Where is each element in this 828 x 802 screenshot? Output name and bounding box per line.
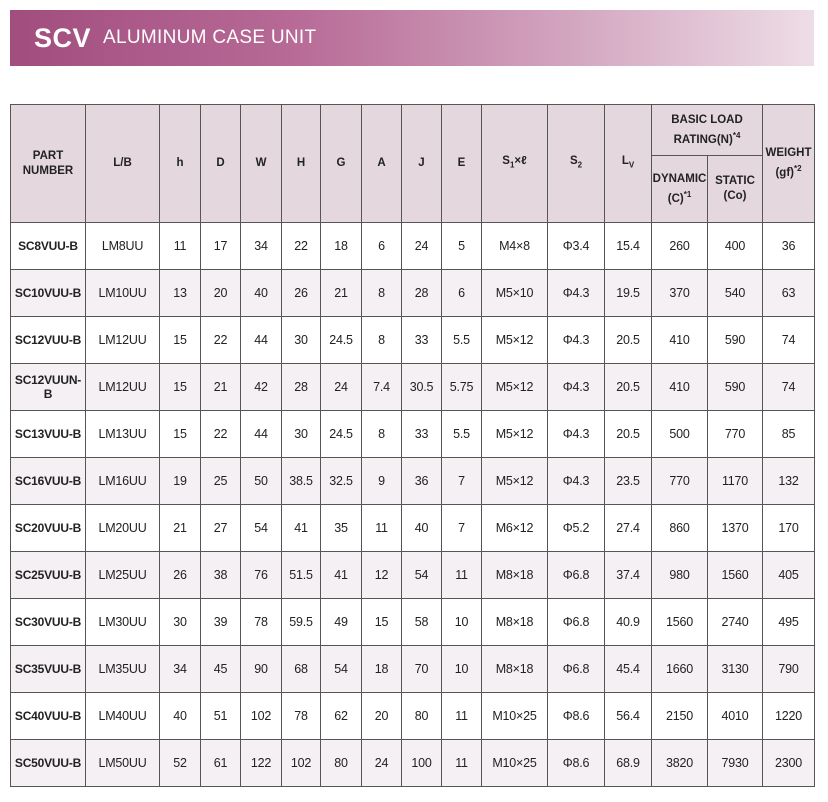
cell-d: 21	[201, 364, 241, 411]
cell-w: 122	[241, 740, 282, 787]
header-hh: H	[282, 105, 321, 223]
cell-stat: 1370	[708, 505, 763, 552]
cell-lv: 20.5	[605, 364, 652, 411]
cell-a: 11	[362, 505, 402, 552]
cell-s1: M5×12	[482, 317, 548, 364]
cell-e: 5.5	[442, 411, 482, 458]
cell-dyn: 980	[652, 552, 708, 599]
table-row	[11, 317, 815, 364]
header-e: E	[442, 105, 482, 223]
cell-lb: LM35UU	[86, 646, 160, 693]
cell-g: 41	[321, 552, 362, 599]
series-code: SCV	[34, 22, 92, 53]
header-basic-load-sup: *4	[732, 130, 741, 140]
cell-part: SC30VUU-B	[11, 599, 86, 646]
cell-d: 22	[201, 411, 241, 458]
table-row	[11, 693, 815, 740]
cell-g: 24.5	[321, 411, 362, 458]
cell-dyn: 260	[652, 223, 708, 270]
cell-a: 15	[362, 599, 402, 646]
cell-lb: LM25UU	[86, 552, 160, 599]
header-w: W	[241, 105, 282, 223]
cell-dyn: 1660	[652, 646, 708, 693]
header-weight	[763, 105, 815, 223]
cell-hh: 41	[282, 505, 321, 552]
cell-stat: 2740	[708, 599, 763, 646]
cell-s2: Φ4.3	[548, 411, 605, 458]
cell-part: SC50VUU-B	[11, 740, 86, 787]
cell-d: 45	[201, 646, 241, 693]
cell-lv: 20.5	[605, 411, 652, 458]
cell-h: 19	[160, 458, 201, 505]
cell-part: SC8VUU-B	[11, 223, 86, 270]
header-s1-sub: 1	[509, 160, 515, 170]
header-lv-sub: V	[628, 160, 635, 170]
header-g: G	[321, 105, 362, 223]
cell-a: 12	[362, 552, 402, 599]
header-s1	[482, 105, 548, 223]
header-j: J	[402, 105, 442, 223]
cell-e: 11	[442, 740, 482, 787]
cell-hh: 102	[282, 740, 321, 787]
cell-stat: 4010	[708, 693, 763, 740]
cell-g: 54	[321, 646, 362, 693]
cell-j: 28	[402, 270, 442, 317]
cell-stat: 590	[708, 364, 763, 411]
cell-lv: 45.4	[605, 646, 652, 693]
cell-hh: 26	[282, 270, 321, 317]
cell-wt: 36	[763, 223, 815, 270]
table-body	[11, 223, 815, 787]
table-row	[11, 364, 815, 411]
cell-w: 102	[241, 693, 282, 740]
cell-s1: M5×10	[482, 270, 548, 317]
cell-wt: 74	[763, 364, 815, 411]
cell-lb: LM13UU	[86, 411, 160, 458]
cell-s1: M10×25	[482, 740, 548, 787]
header-lv-main: L	[621, 155, 629, 168]
cell-part: SC10VUU-B	[11, 270, 86, 317]
cell-g: 24	[321, 364, 362, 411]
cell-s2: Φ8.6	[548, 740, 605, 787]
cell-e: 7	[442, 505, 482, 552]
cell-w: 34	[241, 223, 282, 270]
cell-lb: LM10UU	[86, 270, 160, 317]
table-row	[11, 458, 815, 505]
cell-s1: M8×18	[482, 599, 548, 646]
cell-s2: Φ6.8	[548, 599, 605, 646]
header-h: h	[160, 105, 201, 223]
table-row	[11, 552, 815, 599]
cell-lv: 23.5	[605, 458, 652, 505]
cell-lb: LM50UU	[86, 740, 160, 787]
cell-wt: 2300	[763, 740, 815, 787]
cell-part: SC12VUUN-B	[11, 364, 86, 411]
cell-lb: LM20UU	[86, 505, 160, 552]
table-row	[11, 599, 815, 646]
cell-e: 5	[442, 223, 482, 270]
cell-a: 18	[362, 646, 402, 693]
table-row	[11, 223, 815, 270]
cell-e: 10	[442, 646, 482, 693]
cell-part: SC35VUU-B	[11, 646, 86, 693]
cell-e: 11	[442, 693, 482, 740]
cell-hh: 28	[282, 364, 321, 411]
cell-part: SC16VUU-B	[11, 458, 86, 505]
cell-s2: Φ4.3	[548, 317, 605, 364]
cell-g: 24.5	[321, 317, 362, 364]
cell-s2: Φ4.3	[548, 458, 605, 505]
cell-stat: 770	[708, 411, 763, 458]
cell-lv: 68.9	[605, 740, 652, 787]
cell-hh: 59.5	[282, 599, 321, 646]
cell-wt: 74	[763, 317, 815, 364]
cell-lv: 15.4	[605, 223, 652, 270]
cell-d: 27	[201, 505, 241, 552]
cell-s2: Φ4.3	[548, 364, 605, 411]
cell-s2: Φ5.2	[548, 505, 605, 552]
cell-s1: M6×12	[482, 505, 548, 552]
cell-a: 6	[362, 223, 402, 270]
table-row	[11, 505, 815, 552]
cell-lb: LM40UU	[86, 693, 160, 740]
cell-j: 33	[402, 317, 442, 364]
cell-w: 54	[241, 505, 282, 552]
header-static: STATIC (Co)	[708, 156, 763, 223]
cell-part: SC13VUU-B	[11, 411, 86, 458]
header-s1-rest: ×ℓ	[514, 155, 527, 168]
cell-dyn: 500	[652, 411, 708, 458]
cell-j: 80	[402, 693, 442, 740]
table-row	[11, 411, 815, 458]
cell-h: 30	[160, 599, 201, 646]
cell-a: 8	[362, 317, 402, 364]
cell-lv: 27.4	[605, 505, 652, 552]
cell-part: SC25VUU-B	[11, 552, 86, 599]
cell-j: 40	[402, 505, 442, 552]
cell-h: 40	[160, 693, 201, 740]
cell-s1: M8×18	[482, 646, 548, 693]
header-s2-sub: 2	[577, 160, 583, 170]
cell-h: 52	[160, 740, 201, 787]
cell-s2: Φ8.6	[548, 693, 605, 740]
cell-hh: 78	[282, 693, 321, 740]
cell-lb: LM8UU	[86, 223, 160, 270]
cell-lb: LM12UU	[86, 364, 160, 411]
cell-w: 90	[241, 646, 282, 693]
cell-wt: 85	[763, 411, 815, 458]
cell-dyn: 770	[652, 458, 708, 505]
cell-g: 21	[321, 270, 362, 317]
cell-h: 13	[160, 270, 201, 317]
header-basic-load-label: BASIC LOAD RATING(N)	[671, 113, 743, 146]
cell-wt: 170	[763, 505, 815, 552]
cell-j: 36	[402, 458, 442, 505]
cell-j: 24	[402, 223, 442, 270]
cell-h: 26	[160, 552, 201, 599]
cell-hh: 22	[282, 223, 321, 270]
cell-stat: 1560	[708, 552, 763, 599]
header-dynamic-label: DYNAMIC (C)	[652, 172, 707, 205]
cell-j: 30.5	[402, 364, 442, 411]
cell-j: 54	[402, 552, 442, 599]
cell-wt: 790	[763, 646, 815, 693]
cell-lv: 20.5	[605, 317, 652, 364]
header-part-number: PART NUMBER	[11, 105, 86, 223]
cell-lv: 37.4	[605, 552, 652, 599]
cell-lb: LM30UU	[86, 599, 160, 646]
header-dynamic-sup: *1	[683, 189, 692, 199]
cell-wt: 1220	[763, 693, 815, 740]
cell-w: 44	[241, 317, 282, 364]
cell-w: 78	[241, 599, 282, 646]
cell-w: 40	[241, 270, 282, 317]
cell-dyn: 2150	[652, 693, 708, 740]
cell-e: 10	[442, 599, 482, 646]
table-row	[11, 270, 815, 317]
cell-d: 20	[201, 270, 241, 317]
cell-s1: M4×8	[482, 223, 548, 270]
cell-part: SC40VUU-B	[11, 693, 86, 740]
header-s2-main: S	[569, 155, 578, 168]
cell-wt: 495	[763, 599, 815, 646]
cell-d: 39	[201, 599, 241, 646]
cell-h: 34	[160, 646, 201, 693]
cell-g: 49	[321, 599, 362, 646]
header-s2	[548, 105, 605, 223]
cell-g: 35	[321, 505, 362, 552]
cell-s2: Φ6.8	[548, 646, 605, 693]
cell-w: 76	[241, 552, 282, 599]
cell-s1: M5×12	[482, 411, 548, 458]
header-dynamic	[652, 156, 708, 223]
cell-wt: 63	[763, 270, 815, 317]
cell-hh: 30	[282, 317, 321, 364]
cell-lv: 56.4	[605, 693, 652, 740]
cell-hh: 30	[282, 411, 321, 458]
cell-j: 33	[402, 411, 442, 458]
cell-h: 21	[160, 505, 201, 552]
cell-a: 8	[362, 411, 402, 458]
cell-dyn: 1560	[652, 599, 708, 646]
cell-d: 38	[201, 552, 241, 599]
cell-d: 22	[201, 317, 241, 364]
cell-dyn: 410	[652, 317, 708, 364]
cell-g: 18	[321, 223, 362, 270]
cell-g: 32.5	[321, 458, 362, 505]
title-banner	[10, 10, 814, 66]
cell-s1: M8×18	[482, 552, 548, 599]
cell-s2: Φ6.8	[548, 552, 605, 599]
header-lv	[605, 105, 652, 223]
cell-s2: Φ4.3	[548, 270, 605, 317]
spec-table	[10, 104, 815, 787]
cell-stat: 400	[708, 223, 763, 270]
cell-g: 62	[321, 693, 362, 740]
cell-stat: 590	[708, 317, 763, 364]
header-a: A	[362, 105, 402, 223]
cell-h: 15	[160, 364, 201, 411]
header-d: D	[201, 105, 241, 223]
cell-dyn: 860	[652, 505, 708, 552]
header-weight-sup: *2	[793, 164, 802, 174]
cell-g: 80	[321, 740, 362, 787]
cell-e: 5.5	[442, 317, 482, 364]
cell-wt: 405	[763, 552, 815, 599]
cell-w: 44	[241, 411, 282, 458]
cell-a: 24	[362, 740, 402, 787]
cell-part: SC20VUU-B	[11, 505, 86, 552]
cell-e: 7	[442, 458, 482, 505]
cell-lv: 40.9	[605, 599, 652, 646]
page-title: ALUMINUM CASE UNIT	[103, 27, 317, 48]
cell-s1: M5×12	[482, 458, 548, 505]
cell-d: 61	[201, 740, 241, 787]
table-row	[11, 646, 815, 693]
cell-w: 42	[241, 364, 282, 411]
cell-dyn: 370	[652, 270, 708, 317]
cell-h: 11	[160, 223, 201, 270]
cell-j: 100	[402, 740, 442, 787]
cell-stat: 3130	[708, 646, 763, 693]
cell-dyn: 3820	[652, 740, 708, 787]
cell-d: 25	[201, 458, 241, 505]
cell-hh: 68	[282, 646, 321, 693]
cell-h: 15	[160, 317, 201, 364]
cell-part: SC12VUU-B	[11, 317, 86, 364]
cell-wt: 132	[763, 458, 815, 505]
cell-a: 20	[362, 693, 402, 740]
cell-a: 8	[362, 270, 402, 317]
cell-hh: 51.5	[282, 552, 321, 599]
cell-j: 70	[402, 646, 442, 693]
header-s1-main: S	[502, 155, 510, 168]
cell-dyn: 410	[652, 364, 708, 411]
cell-lv: 19.5	[605, 270, 652, 317]
cell-s1: M10×25	[482, 693, 548, 740]
cell-lb: LM12UU	[86, 317, 160, 364]
header-lb: L/B	[86, 105, 160, 223]
cell-w: 50	[241, 458, 282, 505]
cell-h: 15	[160, 411, 201, 458]
cell-a: 7.4	[362, 364, 402, 411]
cell-d: 51	[201, 693, 241, 740]
cell-d: 17	[201, 223, 241, 270]
cell-hh: 38.5	[282, 458, 321, 505]
cell-e: 11	[442, 552, 482, 599]
cell-a: 9	[362, 458, 402, 505]
cell-lb: LM16UU	[86, 458, 160, 505]
cell-j: 58	[402, 599, 442, 646]
cell-stat: 1170	[708, 458, 763, 505]
cell-s1: M5×12	[482, 364, 548, 411]
header-weight-label: WEIGHT (gf)	[765, 147, 812, 179]
cell-e: 5.75	[442, 364, 482, 411]
cell-s2: Φ3.4	[548, 223, 605, 270]
table-row	[11, 740, 815, 787]
cell-stat: 540	[708, 270, 763, 317]
cell-stat: 7930	[708, 740, 763, 787]
cell-e: 6	[442, 270, 482, 317]
header-basic-load	[652, 105, 763, 156]
